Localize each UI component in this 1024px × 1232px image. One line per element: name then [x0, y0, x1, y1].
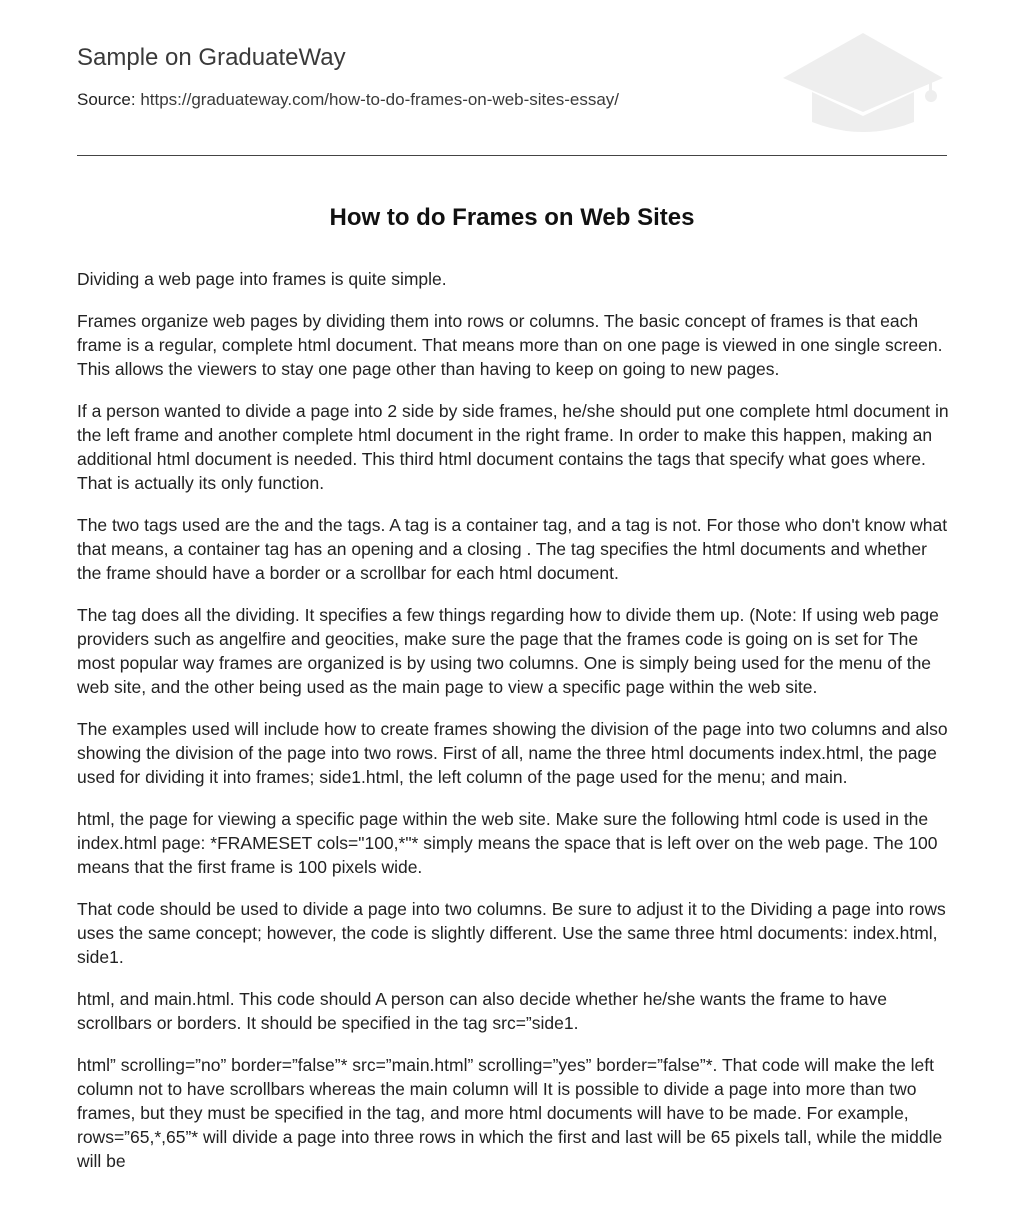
essay-paragraph: That code should be used to divide a page into two columns. Be sure to adjust it to the Dividing a page into rows uses the same concept; however, the code is slightly different. Use the same three html documents: index.html, side1.: [77, 899, 946, 967]
essay-paragraph: The two tags used are the and the tags. A tag is a container tag, and a tag is not. For those who don't know what that means, a container tag has an opening and a closing . The tag specifies the html documents and whether the frame should have a border or a scrollbar for each html document.: [77, 515, 948, 583]
source-link[interactable]: https://graduateway.com/how-to-do-frames-on-web-sites-essay/: [140, 90, 620, 109]
graduation-cap-icon: [780, 30, 946, 134]
site-title: Sample on GraduateWay: [77, 44, 346, 71]
essay-paragraph: If a person wanted to divide a page into 2 side by side frames, he/she should put one complete html document in the left frame and another complete html document in the right frame. In order to make this happen, making an additional html document is needed. This third html document contains the tags that specify what goes where. That is actually its only function.: [77, 401, 949, 493]
page-header: [77, 0, 947, 156]
essay-paragraph: html” scrolling=”no” border=”false”* src=”main.html” scrolling=”yes” border=”false”*. That code will make the left column not to have scrollbars whereas the main column will It is possible to divide a page into more than two frames, but they must be specified in the tag, and more html documents will have to be made. For example, rows=”65,*,65”* will divide a page into three rows in which the first and last will be 65 pixels tall, while the middle will be: [77, 1055, 943, 1171]
essay-paragraph: The examples used will include how to create frames showing the division of the page into two columns and also showing the division of the page into two rows. First of all, name the three html documents index.html, the page used for dividing it into frames; side1.html, the left column of the page used for the menu; and main.: [77, 719, 948, 787]
source-line: [77, 90, 619, 110]
essay-paragraph: Frames organize web pages by dividing them into rows or columns. The basic concept of frames is that each frame is a regular, complete html document. That means more than on one page is viewed in one single screen. This allows the viewers to stay one page other than having to keep on going to new pages.: [77, 311, 943, 379]
essay-paragraph: The tag does all the dividing. It specifies a few things regarding how to divide them up. (Note: If using web page providers such as angelfire and geocities, make sure the page that the frames code is going on is set for The most popular way frames are organized is by using two columns. One is simply being used for the menu of the web site, and the other being used as the main page to view a specific page within the web site.: [77, 605, 939, 697]
essay-paragraph: html, and main.html. This code should A person can also decide whether he/she wants the frame to have scrollbars or borders. It should be specified in the tag src=”side1.: [77, 989, 888, 1033]
essay-paragraph: Dividing a web page into frames is quite simple.: [77, 269, 447, 289]
source-label: Source:: [77, 90, 141, 109]
essay-paragraph: html, the page for viewing a specific page within the web site. Make sure the following html code is used in the index.html page: *FRAMESET cols="100,*"* simply means the space that is left over on the web page. The 100 means that the first frame is 100 pixels wide.: [77, 809, 938, 877]
header-divider: [77, 155, 947, 156]
essay-body: [77, 267, 949, 1191]
essay-title: How to do Frames on Web Sites: [329, 204, 695, 231]
